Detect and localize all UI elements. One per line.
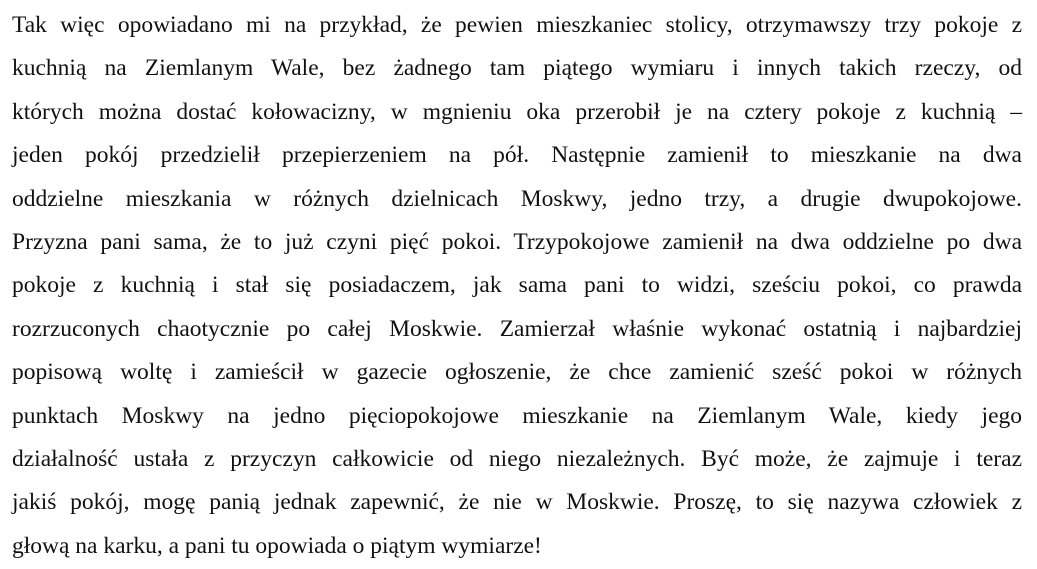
text-line-7: pokoje z kuchnią i stał się posiadaczem, jak sama pani to widzi, sześciu pokoi, co prawda bbox=[12, 272, 1022, 299]
text-line-6: Przyzna pani sama, że to już czyni pięć pokoi. Trzypokojowe zamienił na dwa oddzielne po dwa bbox=[12, 228, 1022, 255]
paragraph bbox=[12, 4, 1022, 568]
text-line-2: kuchnią na Ziemlanym Wale, bez żadnego tam piątego wymiaru i innych takich rzeczy, od bbox=[12, 55, 1022, 82]
text-line-5: oddzielne mieszkania w różnych dzielnicach Moskwy, jedno trzy, a drugie dwupokojowe. bbox=[12, 185, 1022, 212]
text-line-13: głową na karku, a pani tu opowiada o piątym wymiarze! bbox=[12, 532, 542, 559]
text-line-3: których można dostać kołowacizny, w mgnieniu oka przerobił je na cztery pokoje z kuchnią – bbox=[12, 98, 1022, 125]
text-line-11: działalność ustała z przyczyn całkowicie od niego niezależnych. Być może, że zajmuje i teraz bbox=[12, 445, 1022, 472]
text-line-9: popisową woltę i zamieścił w gazecie ogłoszenie, że chce zamienić sześć pokoi w różnych bbox=[12, 359, 1022, 386]
text-line-4: jeden pokój przedzielił przepierzeniem na pół. Następnie zamienił to mieszkanie na dwa bbox=[12, 142, 1022, 169]
text-line-1: Tak więc opowiadano mi na przykład, że pewien mieszkaniec stolicy, otrzymawszy trzy pokoje z bbox=[12, 12, 1022, 38]
text-line-10: punktach Moskwy na jedno pięciopokojowe mieszkanie na Ziemlanym Wale, kiedy jego bbox=[12, 402, 1022, 429]
text-line-12: jakiś pokój, mogę panią jednak zapewnić, że nie w Moskwie. Proszę, to się nazywa człowiek z bbox=[12, 489, 1022, 516]
text-line-8: rozrzuconych chaotycznie po całej Moskwie. Zamierzał właśnie wykonać ostatnią i najbardziej bbox=[12, 315, 1022, 342]
